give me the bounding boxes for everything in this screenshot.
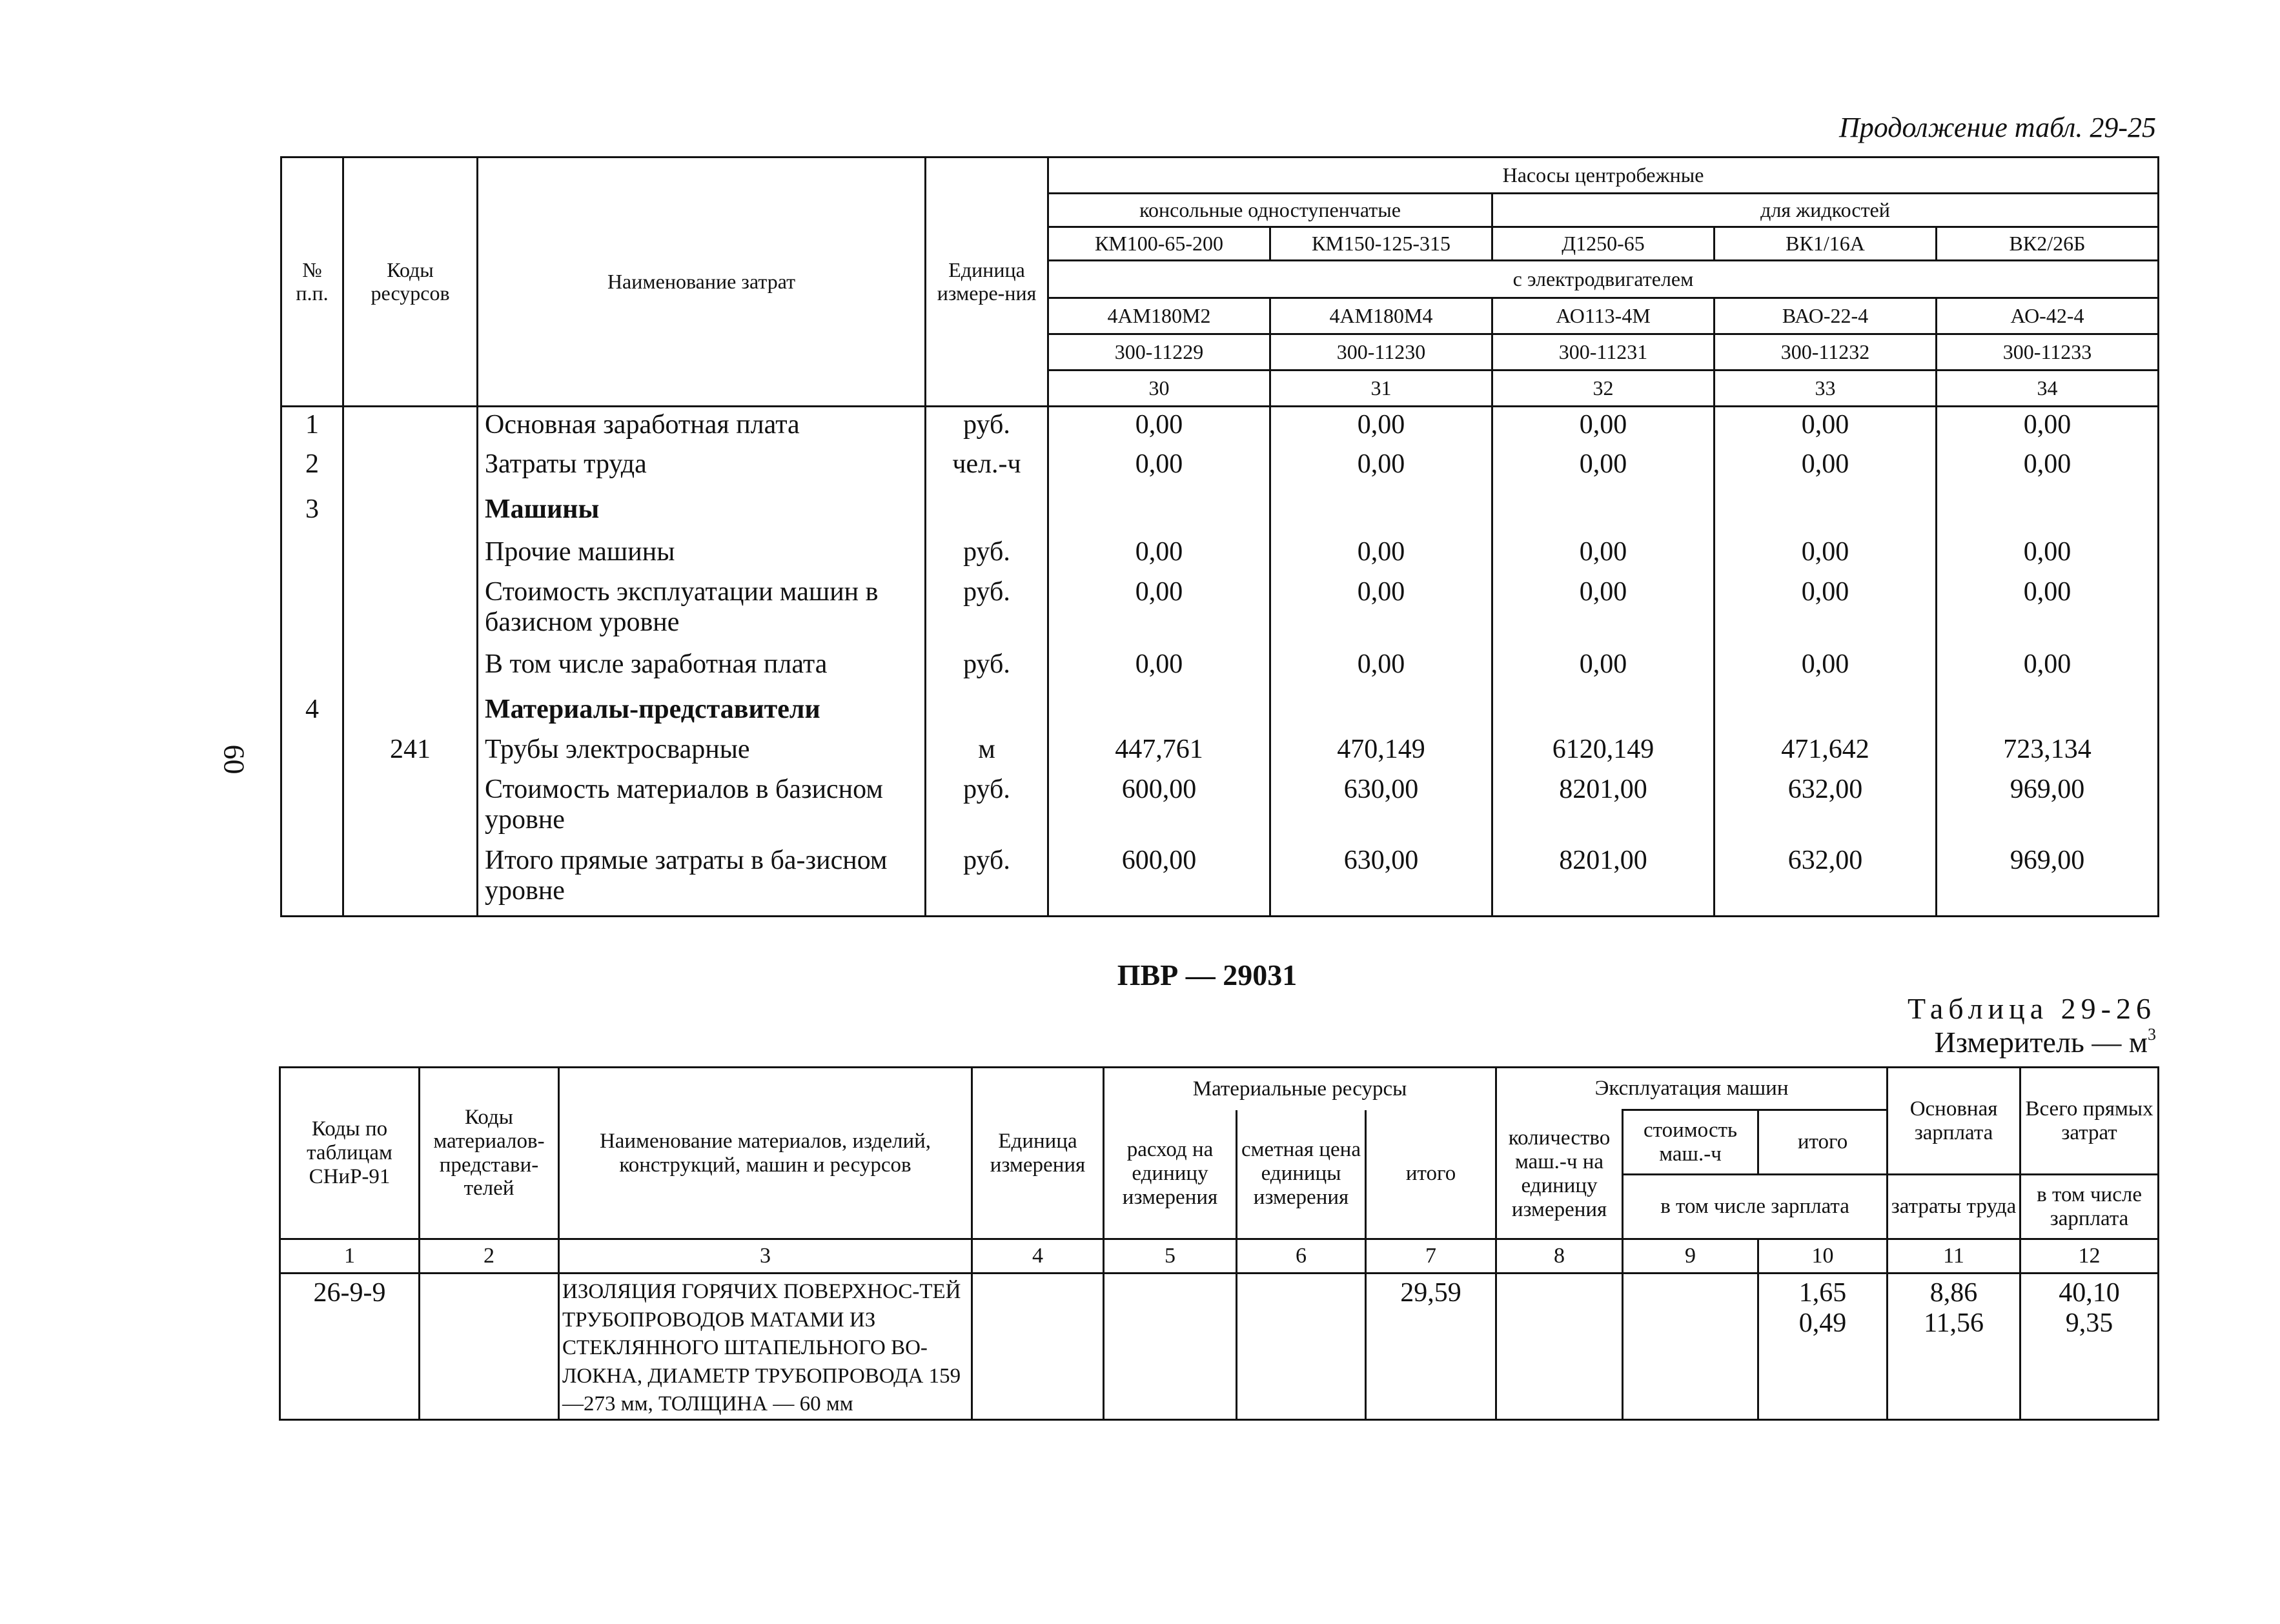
row-name: Основная заработная плата [478, 407, 926, 447]
col-header-total-machines: итого [1758, 1110, 1888, 1175]
row-value: 0,00 [1492, 574, 1715, 647]
col-header-unit: Единица измере-ния [926, 157, 1048, 407]
row-name: В том числе заработная плата [478, 647, 926, 692]
resource-code-cell: 300-11229 [1048, 334, 1270, 370]
table-row [281, 574, 2159, 647]
row-code [343, 574, 478, 647]
value-total-machines: 1,65 [1798, 1278, 1847, 1308]
resource-code-cell: 300-11232 [1715, 334, 1937, 370]
row-value: 0,00 [1048, 534, 1270, 574]
row-name: Стоимость материалов в базисном уровне [478, 772, 926, 843]
row-basic-salary [1888, 1274, 2020, 1420]
col-header-machine-operation: Эксплуатация машин [1496, 1068, 1888, 1110]
row-name: Трубы электросварные [478, 732, 926, 772]
page-number: 60 [218, 744, 251, 775]
column-number: 2 [420, 1239, 559, 1274]
motor-cell: 4АМ180М4 [1270, 298, 1492, 334]
row-value: 0,00 [1937, 647, 2159, 692]
row-number [281, 647, 343, 692]
col-header-unit: Единица измерения [972, 1068, 1104, 1239]
row-value [1937, 492, 2159, 534]
row-value: 0,00 [1048, 407, 1270, 447]
resource-code-cell: 300-11231 [1492, 334, 1715, 370]
table-row [281, 692, 2159, 732]
row-value [1048, 492, 1270, 534]
motor-label: с электродвигателем [1048, 261, 2159, 298]
row-number [281, 534, 343, 574]
row-consumption [1104, 1274, 1237, 1420]
col-header-machine-hours: количество маш.-ч на единицу измерения [1496, 1110, 1623, 1239]
row-unit: руб. [926, 534, 1048, 574]
row-code [343, 492, 478, 534]
row-price [1237, 1274, 1366, 1420]
row-value [1270, 692, 1492, 732]
column-numbers-row [280, 1239, 2159, 1274]
row-code [343, 647, 478, 692]
table-label: Таблица 29-26 [1907, 992, 2156, 1025]
row-value: 0,00 [1937, 574, 2159, 647]
row-value: 0,00 [1937, 407, 2159, 447]
col-header-price: сметная цена единицы измерения [1237, 1110, 1366, 1239]
row-value: 6120,149 [1492, 732, 1715, 772]
row-code [343, 534, 478, 574]
value-basic-salary: 8,86 [1929, 1278, 1978, 1308]
row-value: 632,00 [1715, 843, 1937, 917]
col-header-codes: Коды ресурсов [343, 157, 478, 407]
col-header-incl-salary: в том числе зарплата [1623, 1175, 1888, 1239]
motor-cell: ВАО-22-4 [1715, 298, 1937, 334]
section-heading-materials: Материалы-представители [478, 692, 926, 732]
row-value [1492, 492, 1715, 534]
row-value: 600,00 [1048, 843, 1270, 917]
meter-superscript: 3 [2148, 1025, 2156, 1044]
model-cell: КМ100-65-200 [1048, 227, 1270, 261]
row-value: 969,00 [1937, 772, 2159, 843]
motor-cell: АО113-4М [1492, 298, 1715, 334]
column-number: 12 [2020, 1239, 2159, 1274]
column-number: 10 [1758, 1239, 1888, 1274]
resource-code-cell: 300-11230 [1270, 334, 1492, 370]
section-heading-machines: Машины [478, 492, 926, 534]
row-value: 630,00 [1270, 772, 1492, 843]
row-description: ИЗОЛЯЦИЯ ГОРЯЧИХ ПОВЕРХНОС-ТЕЙ ТРУБОПРОВОДОВ МАТАМИ ИЗ СТЕКЛЯННОГО ШТАПЕЛЬНОГО ВО-ЛОКНА, ДИАМЕТР ТРУБОПРОВОДА 159—273 мм, ТОЛЩИНА — 60 мм [559, 1274, 972, 1420]
row-unit: руб. [926, 772, 1048, 843]
col-header-material-resources: Материальные ресурсы [1104, 1068, 1496, 1110]
row-number: 4 [281, 692, 343, 732]
row-value: 0,00 [1937, 534, 2159, 574]
row-name: Стоимость эксплуатации машин в базисном уровне [478, 574, 926, 647]
row-value: 0,00 [1492, 407, 1715, 447]
row-total-machines [1758, 1274, 1888, 1420]
model-cell: Д1250-65 [1492, 227, 1715, 261]
row-unit [972, 1274, 1104, 1420]
col-header-total-direct: Всего прямых затрат [2020, 1068, 2159, 1175]
col-header-name: Наименование затрат [478, 157, 926, 407]
row-value: 969,00 [1937, 843, 2159, 917]
col-header-incl-salary-direct: в том числе зарплата [2020, 1175, 2159, 1239]
section-title: ПВР — 29031 [1117, 959, 1298, 991]
table-row [281, 772, 2159, 843]
row-value [1492, 692, 1715, 732]
col-header-material-codes: Коды материалов-представи-телей [420, 1068, 559, 1239]
row-number [281, 732, 343, 772]
row-code [343, 692, 478, 732]
row-value: 0,00 [1937, 447, 2159, 492]
row-value: 0,00 [1492, 534, 1715, 574]
row-code [343, 772, 478, 843]
column-number: 7 [1366, 1239, 1496, 1274]
continuation-title: Продолжение табл. 29-25 [1839, 112, 2156, 143]
model-cell: ВК2/26Б [1937, 227, 2159, 261]
column-number: 6 [1237, 1239, 1366, 1274]
column-number: 33 [1715, 370, 1937, 407]
row-value: 0,00 [1270, 534, 1492, 574]
row-code [343, 407, 478, 447]
row-value: 0,00 [1492, 447, 1715, 492]
row-name: Затраты труда [478, 447, 926, 492]
resources-table-29-26 [279, 1066, 2159, 1421]
row-code: 241 [343, 732, 478, 772]
row-value: 0,00 [1048, 647, 1270, 692]
row-unit: руб. [926, 574, 1048, 647]
row-unit [926, 692, 1048, 732]
meter-text: Измеритель — м [1934, 1026, 2148, 1059]
column-number: 31 [1270, 370, 1492, 407]
row-number [281, 574, 343, 647]
column-number: 8 [1496, 1239, 1623, 1274]
row-value: 8201,00 [1492, 772, 1715, 843]
table-meter [1833, 1025, 2156, 1059]
row-number [281, 843, 343, 917]
row-cost-mh [1623, 1274, 1758, 1420]
subgroup-liquids: для жидкостей [1492, 194, 2159, 227]
row-value: 0,00 [1048, 447, 1270, 492]
column-number: 11 [1888, 1239, 2020, 1274]
value-total-machines-salary: 0,49 [1798, 1308, 1847, 1339]
table-row [281, 843, 2159, 917]
row-value [1715, 492, 1937, 534]
motor-cell: 4АМ180М2 [1048, 298, 1270, 334]
column-number: 30 [1048, 370, 1270, 407]
col-header-name: Наименование материалов, изделий, конструкций, машин и ресурсов [559, 1068, 972, 1239]
row-table-code: 26-9-9 [280, 1274, 420, 1420]
row-value: 0,00 [1715, 647, 1937, 692]
col-header-table-codes: Коды по таблицам СНиР-91 [280, 1068, 420, 1239]
row-value: 0,00 [1048, 574, 1270, 647]
row-number: 2 [281, 447, 343, 492]
table-row [281, 534, 2159, 574]
row-material-code [420, 1274, 559, 1420]
column-number: 34 [1937, 370, 2159, 407]
row-unit: чел.-ч [926, 447, 1048, 492]
row-name-total: Итого прямые затраты в ба-зисном уровне [478, 843, 926, 917]
row-code [343, 843, 478, 917]
row-value: 0,00 [1715, 447, 1937, 492]
row-total-materials: 29,59 [1366, 1274, 1496, 1420]
value-total-direct: 40,10 [2059, 1278, 2120, 1308]
row-value: 447,761 [1048, 732, 1270, 772]
value-labor: 11,56 [1924, 1308, 1984, 1339]
row-value: 471,642 [1715, 732, 1937, 772]
row-value: 632,00 [1715, 772, 1937, 843]
table-row [280, 1274, 2159, 1420]
row-unit: руб. [926, 843, 1048, 917]
row-value [1048, 692, 1270, 732]
column-number: 9 [1623, 1239, 1758, 1274]
row-value: 8201,00 [1492, 843, 1715, 917]
col-header-consumption: расход на единицу измерения [1104, 1110, 1237, 1239]
row-value: 470,149 [1270, 732, 1492, 772]
row-unit [926, 492, 1048, 534]
col-header-total-materials: итого [1366, 1110, 1496, 1239]
column-number: 5 [1104, 1239, 1237, 1274]
row-value: 0,00 [1715, 574, 1937, 647]
row-value: 0,00 [1715, 534, 1937, 574]
row-value: 600,00 [1048, 772, 1270, 843]
subgroup-console: консольные одноступенчатые [1048, 194, 1492, 227]
motor-cell: АО-42-4 [1937, 298, 2159, 334]
model-cell: ВК1/16А [1715, 227, 1937, 261]
row-value: 0,00 [1715, 407, 1937, 447]
table-row [281, 647, 2159, 692]
row-total-direct [2020, 1274, 2159, 1420]
table-row [281, 447, 2159, 492]
row-number [281, 772, 343, 843]
table-row [281, 407, 2159, 447]
group-header: Насосы центробежные [1048, 157, 2159, 194]
column-number: 4 [972, 1239, 1104, 1274]
row-number: 3 [281, 492, 343, 534]
row-value: 630,00 [1270, 843, 1492, 917]
column-number: 3 [559, 1239, 972, 1274]
row-value [1715, 692, 1937, 732]
row-value [1270, 492, 1492, 534]
row-value: 723,134 [1937, 732, 2159, 772]
row-number: 1 [281, 407, 343, 447]
resource-code-cell: 300-11233 [1937, 334, 2159, 370]
row-value [1937, 692, 2159, 732]
model-cell: КМ150-125-315 [1270, 227, 1492, 261]
row-value: 0,00 [1270, 407, 1492, 447]
table-row [281, 492, 2159, 534]
row-unit: м [926, 732, 1048, 772]
row-value: 0,00 [1270, 574, 1492, 647]
row-value: 0,00 [1492, 647, 1715, 692]
row-unit: руб. [926, 647, 1048, 692]
row-code [343, 447, 478, 492]
row-unit: руб. [926, 407, 1048, 447]
row-value: 0,00 [1270, 447, 1492, 492]
col-header-labor: затраты труда [1888, 1175, 2020, 1239]
value-total-direct-salary: 9,35 [2065, 1308, 2113, 1339]
row-machine-hours [1496, 1274, 1623, 1420]
row-value: 0,00 [1270, 647, 1492, 692]
col-header-number: № п.п. [281, 157, 343, 407]
column-number: 32 [1492, 370, 1715, 407]
column-number: 1 [280, 1239, 420, 1274]
cost-table-29-25 [280, 156, 2159, 917]
col-header-basic-salary: Основная зарплата [1888, 1068, 2020, 1175]
table-row [281, 732, 2159, 772]
row-name: Прочие машины [478, 534, 926, 574]
col-header-cost-mh: стоимость маш.-ч [1623, 1110, 1758, 1175]
